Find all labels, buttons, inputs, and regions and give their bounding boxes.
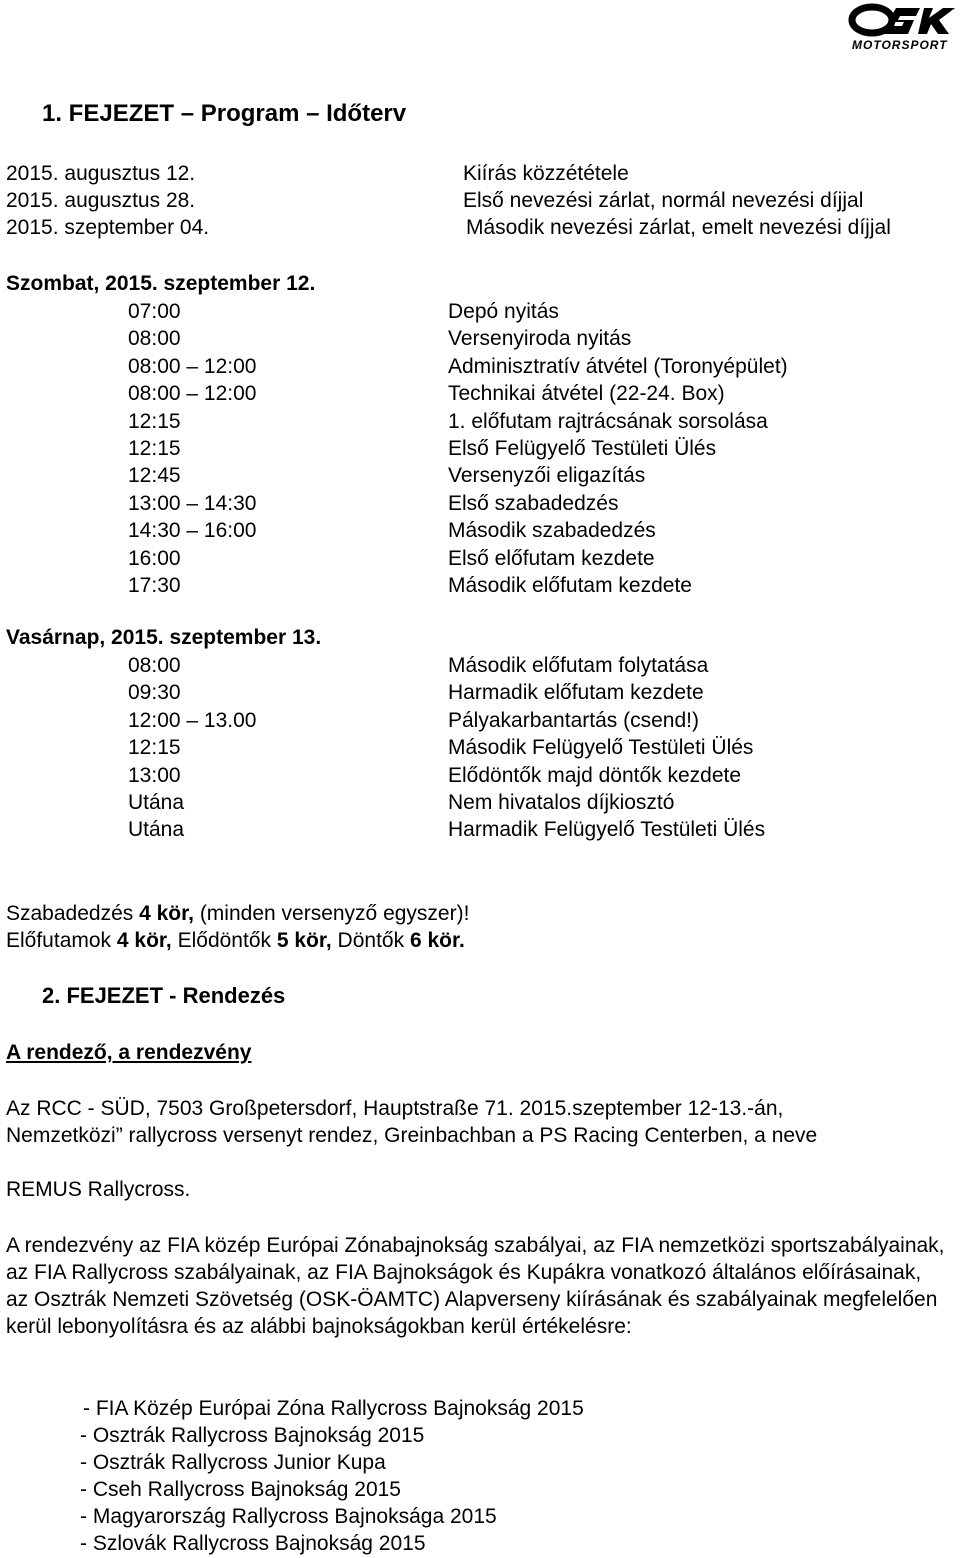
laps-text: Elődöntők (171, 929, 277, 952)
schedule-time: 12:45 (128, 464, 181, 488)
championship-item: - Osztrák Rallycross Bajnokság 2015 (80, 1424, 425, 1447)
schedule-time: 08:00 (128, 327, 181, 351)
deadline-date: 2015. augusztus 28. (6, 189, 196, 212)
schedule-time: 12:15 (128, 736, 181, 760)
saturday-heading: Szombat, 2015. szeptember 12. (6, 272, 316, 295)
deadline-text: Második nevezési zárlat, emelt nevezési díjjal (466, 216, 891, 239)
schedule-event: Adminisztratív átvétel (Toronyépület) (448, 354, 788, 378)
schedule-time: 12:15 (128, 409, 181, 433)
chapter2-title: 2. FEJEZET - Rendezés (42, 983, 286, 1008)
schedule-event: Nem hivatalos díjkiosztó (448, 791, 675, 814)
championship-item: - Magyarország Rallycross Bajnoksága 2015 (80, 1505, 497, 1528)
deadline-text: Első nevezési zárlat, normál nevezési díjjal (463, 189, 864, 212)
schedule-time: 08:00 (128, 654, 181, 677)
deadline-date: 2015. szeptember 04. (6, 216, 210, 239)
laps-count: 6 kör. (409, 929, 465, 952)
schedule-time: 16:00 (128, 546, 181, 570)
organizer-heading: A rendező, a rendezvény (6, 1041, 252, 1064)
schedule-event: Harmadik előfutam kezdete (448, 681, 704, 705)
laps-count: 5 kör, (276, 929, 332, 952)
schedule-event: Versenyiroda nyitás (448, 327, 632, 351)
deadline-text: Kiírás közzététele (463, 162, 629, 185)
laps-text: Döntők (331, 929, 410, 952)
championship-item: - Cseh Rallycross Bajnokság 2015 (80, 1478, 401, 1501)
schedule-time: 12:00 – 13.00 (128, 708, 257, 732)
schedule-time: 07:00 (128, 300, 181, 323)
laps-text: (minden versenyző egyszer)! (193, 902, 470, 925)
schedule-event: Második Felügyelő Testületi Ülés (448, 736, 754, 760)
schedule-time: 17:30 (128, 574, 181, 597)
paragraph-1-line-2: Nemzetközi” rallycross versenyt rendez, Greinbachban a PS Racing Centerben, a neve (6, 1124, 818, 1147)
schedule-time: 13:00 – 14:30 (128, 491, 257, 515)
championship-item: - Osztrák Rallycross Junior Kupa (80, 1451, 386, 1474)
schedule-event: Harmadik Felügyelő Testületi Ülés (448, 818, 766, 842)
schedule-event: 1. előfutam rajtrácsának sorsolása (448, 409, 768, 433)
paragraph-1-line-3: REMUS Rallycross. (6, 1178, 191, 1201)
osk-motorsport-logo (846, 2, 958, 54)
schedule-event: Elődöntők majd döntők kezdete (448, 763, 742, 787)
schedule-time: Utána (128, 791, 185, 814)
schedule-event: Első előfutam kezdete (448, 546, 655, 570)
schedule-event: Versenyzői eligazítás (448, 464, 646, 488)
schedule-time: 08:00 – 12:00 (128, 354, 257, 378)
laps-count: 4 kör, (139, 902, 194, 925)
schedule-time: 09:30 (128, 681, 181, 705)
schedule-event: Második szabadedzés (448, 519, 656, 543)
laps-line-1 (6, 900, 469, 927)
deadline-date: 2015. augusztus 12. (6, 162, 196, 185)
schedule-time: 13:00 (128, 763, 181, 787)
schedule-event: Első Felügyelő Testületi Ülés (448, 437, 717, 460)
schedule-time: 08:00 – 12:00 (128, 382, 257, 406)
schedule-event: Második előfutam folytatása (448, 654, 709, 677)
laps-line-2 (6, 927, 465, 954)
schedule-time: Utána (128, 818, 185, 842)
schedule-time: 12:15 (128, 437, 181, 460)
schedule-event: Technikai átvétel (22-24. Box) (448, 382, 725, 406)
championship-item: - FIA Közép Európai Zóna Rallycross Bajnokság 2015 (83, 1397, 584, 1420)
schedule-event: Depó nyitás (448, 300, 559, 323)
logo-subtitle: MOTORSPORT (852, 38, 948, 52)
paragraph-2: A rendezvény az FIA közép Európai Zónabajnokság szabályai, az FIA nemzetközi sportszabályainak, az FIA Rallycross szabályainak, az FIA Bajnokságok és Kupákra vonatkozó általános előírásainak, az Osztrák Nemzeti Szövetség (OSK-ÖAMTC) Alapverseny kiírásának és szabályainak megfelelően kerül lebonyolításra és az alábbi bajnokságokban kerül értékelésre: (6, 1234, 945, 1338)
osk-logo-mark (846, 2, 958, 42)
sunday-heading: Vasárnap, 2015. szeptember 13. (6, 626, 322, 649)
schedule-event: Második előfutam kezdete (448, 574, 692, 597)
championships-list (80, 1395, 584, 1557)
laps-text: Előfutamok (6, 929, 117, 952)
laps-text: Szabadedzés (6, 902, 140, 925)
chapter1-title: 1. FEJEZET – Program – Időterv (42, 100, 407, 127)
schedule-event: Első szabadedzés (448, 491, 619, 515)
paragraph-1-line-1: Az RCC - SÜD, 7503 Großpetersdorf, Hauptstraße 71. 2015.szeptember 12-13.-án, (6, 1097, 784, 1120)
laps-count: 4 kör, (116, 929, 172, 952)
championship-item: - Szlovák Rallycross Bajnokság 2015 (80, 1532, 426, 1555)
schedule-event: Pályakarbantartás (csend!) (448, 708, 699, 732)
schedule-time: 14:30 – 16:00 (128, 519, 257, 543)
